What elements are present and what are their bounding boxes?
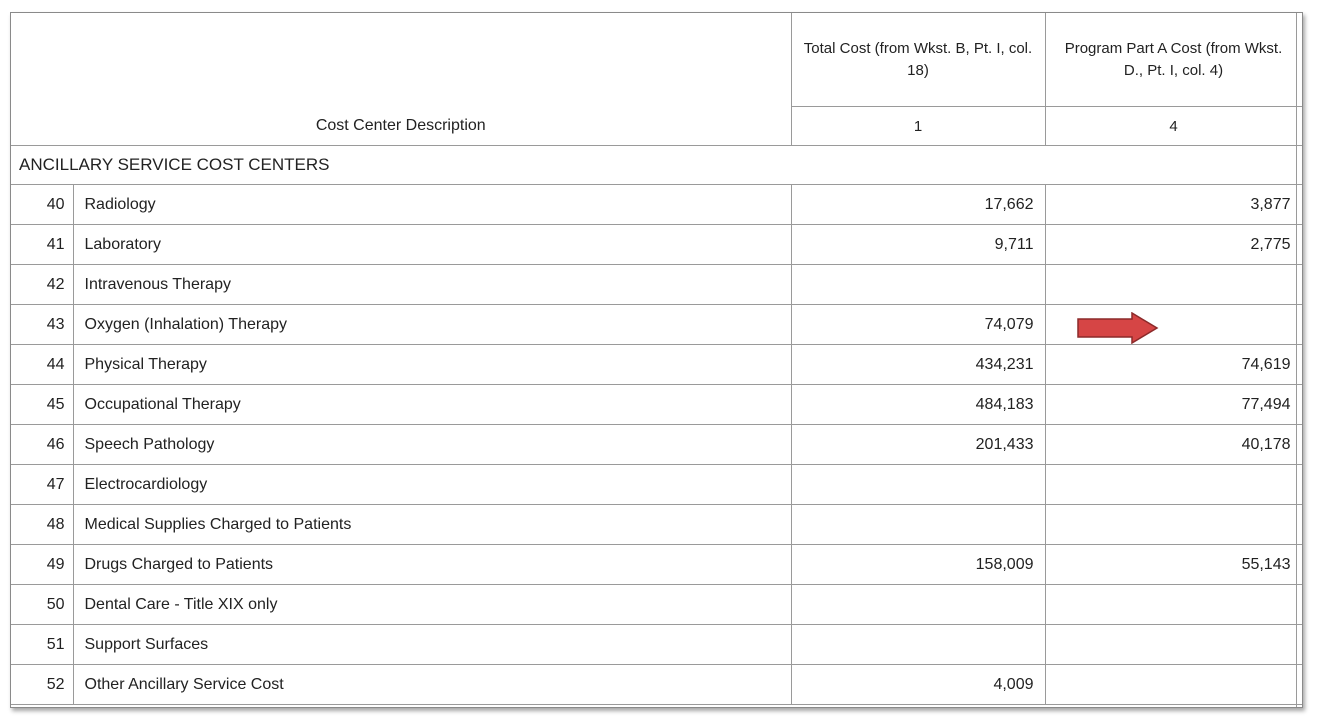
total-cost-cell: 74,079 — [791, 305, 1045, 345]
table-row — [11, 265, 1302, 305]
cost-center-name: Other Ancillary Service Cost — [73, 665, 791, 705]
line-number: 41 — [11, 225, 73, 265]
part-a-cost-cell — [1045, 265, 1302, 305]
total-cost-cell: 4,009 — [791, 665, 1045, 705]
total-cost-cell — [791, 465, 1045, 505]
table-row — [11, 585, 1302, 625]
line-number: 52 — [11, 665, 73, 705]
header-program-part-a-cost: Program Part A Cost (from Wkst. D., Pt. I, col. 4) — [1045, 13, 1302, 107]
cost-center-name: Speech Pathology — [73, 425, 791, 465]
part-a-cost-cell: 3,877 — [1045, 185, 1302, 225]
section-title: ANCILLARY SERVICE COST CENTERS — [11, 146, 1302, 185]
part-a-cost-cell — [1045, 505, 1302, 545]
cost-center-name: Radiology — [73, 185, 791, 225]
total-cost-cell — [791, 265, 1045, 305]
cost-center-name: Occupational Therapy — [73, 385, 791, 425]
header-blank — [11, 13, 791, 107]
cost-center-name: Medical Supplies Charged to Patients — [73, 505, 791, 545]
table-row — [11, 385, 1302, 425]
total-cost-cell: 434,231 — [791, 345, 1045, 385]
line-number: 45 — [11, 385, 73, 425]
part-a-cost-cell — [1045, 585, 1302, 625]
header-cost-center-description: Cost Center Description — [11, 107, 791, 146]
part-a-cost-cell — [1045, 625, 1302, 665]
table-row — [11, 665, 1302, 705]
part-a-cost-cell — [1045, 305, 1302, 345]
table-row — [11, 625, 1302, 665]
total-cost-cell: 9,711 — [791, 225, 1045, 265]
table-row — [11, 305, 1302, 345]
part-a-cost-cell: 2,775 — [1045, 225, 1302, 265]
cost-center-name: Electrocardiology — [73, 465, 791, 505]
cost-center-name: Support Surfaces — [73, 625, 791, 665]
table-row — [11, 225, 1302, 265]
cost-center-name: Intravenous Therapy — [73, 265, 791, 305]
header-total-cost: Total Cost (from Wkst. B, Pt. I, col. 18) — [791, 13, 1045, 107]
total-cost-cell: 484,183 — [791, 385, 1045, 425]
cost-center-name: Physical Therapy — [73, 345, 791, 385]
table-row — [11, 425, 1302, 465]
cost-center-name: Drugs Charged to Patients — [73, 545, 791, 585]
total-cost-cell: 158,009 — [791, 545, 1045, 585]
table-row — [11, 185, 1302, 225]
header-column-number-total-cost: 1 — [791, 107, 1045, 146]
cost-report-table — [11, 13, 1303, 705]
total-cost-cell — [791, 585, 1045, 625]
total-cost-cell — [791, 625, 1045, 665]
part-a-cost-cell: 74,619 — [1045, 345, 1302, 385]
line-number: 48 — [11, 505, 73, 545]
table-row — [11, 545, 1302, 585]
cost-center-name: Laboratory — [73, 225, 791, 265]
part-a-cost-cell: 77,494 — [1045, 385, 1302, 425]
part-a-cost-cell: 55,143 — [1045, 545, 1302, 585]
line-number: 42 — [11, 265, 73, 305]
line-number: 44 — [11, 345, 73, 385]
cost-center-name: Oxygen (Inhalation) Therapy — [73, 305, 791, 345]
line-number: 46 — [11, 425, 73, 465]
part-a-cost-cell: 40,178 — [1045, 425, 1302, 465]
part-a-cost-cell — [1045, 465, 1302, 505]
line-number: 50 — [11, 585, 73, 625]
header-column-number-part-a: 4 — [1045, 107, 1302, 146]
line-number: 40 — [11, 185, 73, 225]
table-row — [11, 345, 1302, 385]
total-cost-cell: 201,433 — [791, 425, 1045, 465]
cost-report-table-frame — [10, 12, 1303, 708]
table-row — [11, 465, 1302, 505]
total-cost-cell: 17,662 — [791, 185, 1045, 225]
part-a-cost-cell — [1045, 665, 1302, 705]
line-number: 49 — [11, 545, 73, 585]
total-cost-cell — [791, 505, 1045, 545]
table-row — [11, 505, 1302, 545]
cost-center-name: Dental Care - Title XIX only — [73, 585, 791, 625]
line-number: 47 — [11, 465, 73, 505]
line-number: 51 — [11, 625, 73, 665]
line-number: 43 — [11, 305, 73, 345]
